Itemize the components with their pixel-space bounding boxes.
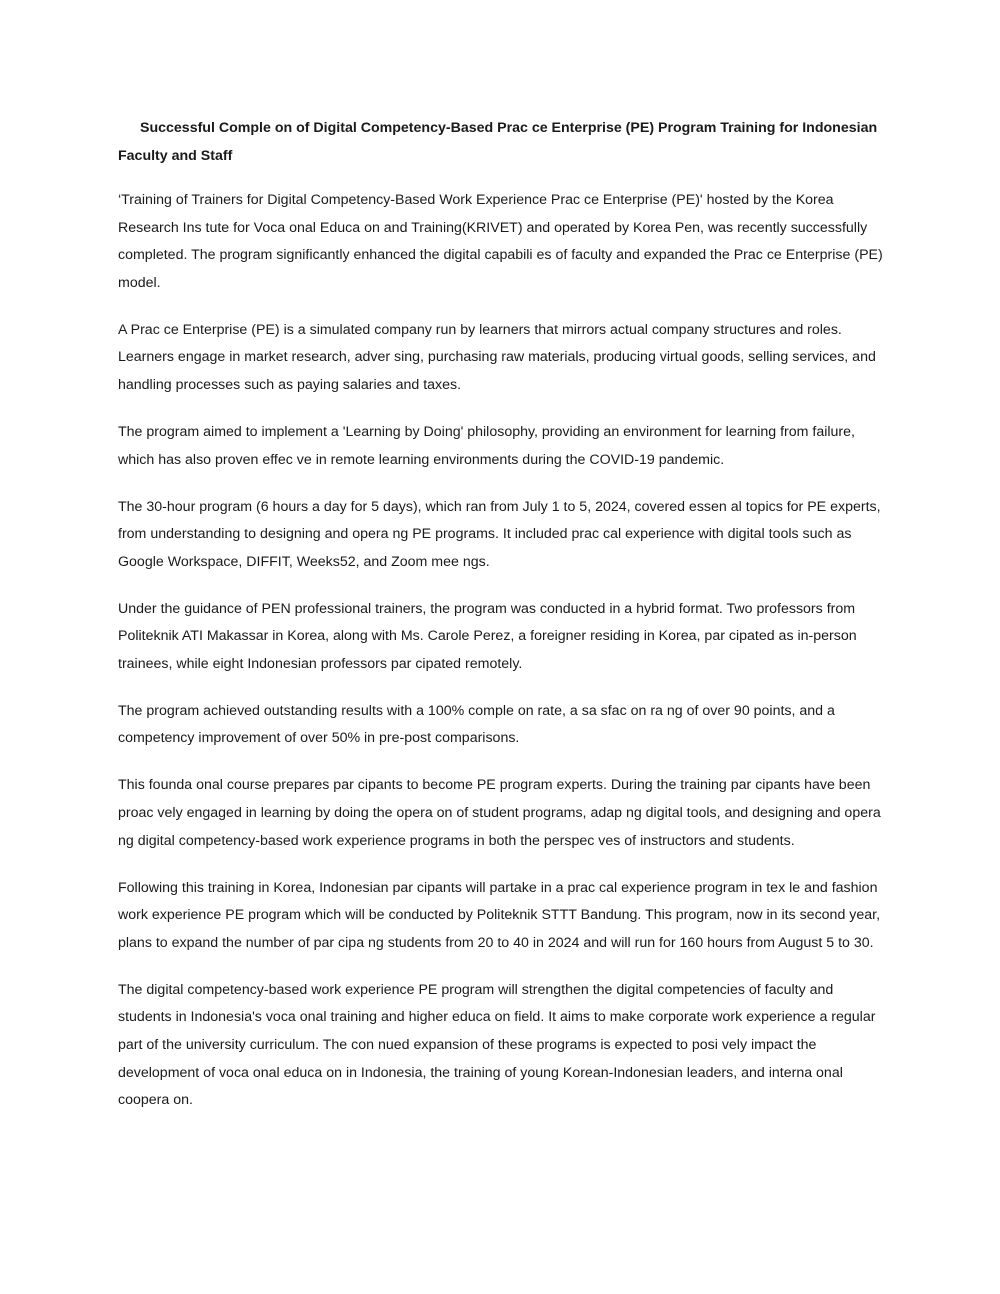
paragraph-format: Under the guidance of PEN professional trainers, the program was conducted in a hybrid format. Two professors from Politeknik ATI Makassar in Korea, along with Ms. Carole Perez, a foreigner residing in Korea, par cipated as in-person trainees, while eight Indonesian professors par cipated remotely. <box>118 600 857 672</box>
article-title: Successful Comple on of Digital Competency-Based Prac ce Enterprise (PE) Program Training for Indonesian Faculty and Staff <box>118 120 878 164</box>
paragraph-results: The program achieved outstanding results with a 100% comple on rate, a sa sfac on ra ng of over 90 points, and a competency improvement of over 50% in pre-post comparisons. <box>118 702 835 747</box>
paragraph-pe-definition: A Prac ce Enterprise (PE) is a simulated company run by learners that mirrors actual company structures and roles. Learners engage in market research, adver sing, purchasing raw materials, producing virtual goods, selling services, and handling processes such as paying salaries and taxes. <box>118 321 876 393</box>
paragraph-course: This founda onal course prepares par cipants to become PE program experts. During the training par cipants have been proac vely engaged in learning by doing the opera on of student programs, adap ng digital tools, and designing and opera ng digital competency-based work experience programs in both the perspec ves of instructors and students. <box>118 777 881 849</box>
paragraph-schedule: The 30-hour program (6 hours a day for 5 days), which ran from July 1 to 5, 2024, covered essen al topics for PE experts, from understanding to designing and opera ng PE programs. It included prac cal experience with digital tools such as Google Workspace, DIFFIT, Weeks52, and Zoom mee ngs. <box>118 498 881 570</box>
paragraph-philosophy: The program aimed to implement a 'Learning by Doing' philosophy, providing an environment for learning from failure, which has also proven effec ve in remote learning environments during the COVID-19 pandemic. <box>118 423 855 468</box>
paragraph-next-steps: Following this training in Korea, Indonesian par cipants will partake in a prac cal experience program in tex le and fashion work experience PE program which will be conducted by Politeknik STTT Bandung. This program, now in its second year, plans to expand the number of par cipa ng students from 20 to 40 in 2024 and will run for 160 hours from August 5 to 30. <box>118 879 881 951</box>
article-body <box>118 114 884 1134</box>
paragraph-impact: The digital competency-based work experience PE program will strengthen the digital competencies of faculty and students in Indonesia's voca onal training and higher educa on field. It aims to make corporate work experience a regular part of the university curriculum. The con nued expansion of these programs is expected to posi vely impact the development of voca onal educa on in Indonesia, the training of young Korean-Indonesian leaders, and interna onal coopera on. <box>118 981 876 1109</box>
paragraph-intro: ‘Training of Trainers for Digital Competency-Based Work Experience Prac ce Enterprise (PE)' hosted by the Korea Research Ins tute for Voca onal Educa on and Training(KRIVET) and operated by Korea Pen, was recently successfully completed. The program significantly enhanced the digital capabili es of faculty and expanded the Prac ce Enterprise (PE) model. <box>118 192 883 291</box>
